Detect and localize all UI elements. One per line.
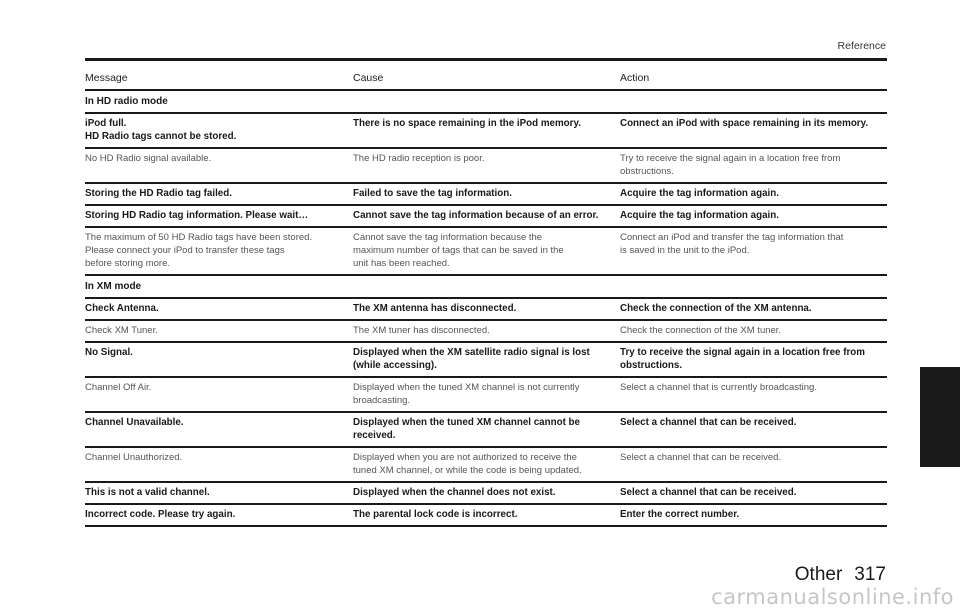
table-header: [85, 68, 887, 91]
action-cell: Select a channel that can be received.: [620, 487, 797, 498]
message-cell: iPod full. HD Radio tags cannot be stored.: [85, 118, 237, 142]
cause-cell: The XM antenna has disconnected.: [353, 303, 517, 314]
action-cell: Check the connection of the XM tuner.: [620, 325, 782, 336]
cause-cell: Displayed when the tuned XM channel cannot be received.: [353, 417, 580, 441]
message-table: [85, 68, 887, 527]
column-header-message: Message: [85, 72, 128, 84]
chapter-tab: [920, 367, 960, 467]
table-row: [85, 483, 887, 505]
column-header-action: Action: [620, 72, 650, 84]
table-row: [85, 321, 887, 343]
message-cell: Incorrect code. Please try again.: [85, 509, 236, 520]
cause-cell: Displayed when the tuned XM channel is not currently broadcasting.: [353, 382, 580, 406]
cause-cell: Displayed when the channel does not exist.: [353, 487, 556, 498]
action-cell: Acquire the tag information again.: [620, 188, 779, 199]
cause-cell: The HD radio reception is poor.: [353, 153, 485, 164]
action-cell: [620, 95, 887, 108]
message-cell: Channel Unavailable.: [85, 417, 184, 428]
table-row: [85, 114, 887, 149]
table-section-heading: [85, 276, 887, 299]
table-row: [85, 448, 887, 483]
watermark: carmanualsonline.info: [711, 585, 954, 609]
table-section-heading: [85, 91, 887, 114]
action-cell: Try to receive the signal again in a location free from obstructions.: [620, 347, 865, 371]
table-row: [85, 206, 887, 228]
message-cell: The maximum of 50 HD Radio tags have been stored. Please connect your iPod to transfer these tags before storing more.: [85, 232, 313, 269]
message-cell: Storing HD Radio tag information. Please wait…: [85, 210, 309, 221]
cause-cell: [353, 95, 620, 108]
table-row: [85, 299, 887, 321]
message-cell: Channel Off Air.: [85, 382, 152, 393]
message-cell: Check XM Tuner.: [85, 325, 158, 336]
cause-cell: [353, 280, 620, 293]
table-row: [85, 343, 887, 378]
message-cell: No HD Radio signal available.: [85, 153, 212, 164]
column-header-cause: Cause: [353, 72, 384, 84]
table-row: [85, 378, 887, 413]
message-cell: Check Antenna.: [85, 303, 159, 314]
cause-cell: Displayed when the XM satellite radio signal is lost (while accessing).: [353, 347, 590, 371]
action-cell: Try to receive the signal again in a location free from obstructions.: [620, 153, 841, 177]
action-cell: Select a channel that can be received.: [620, 417, 797, 428]
table-row: [85, 413, 887, 448]
section-header: Reference: [837, 40, 886, 52]
message-cell: In XM mode: [85, 281, 142, 292]
cause-cell: Displayed when you are not authorized to receive the tuned XM channel, or while the code is being updated.: [353, 452, 582, 476]
table-row: [85, 228, 887, 276]
action-cell: Check the connection of the XM antenna.: [620, 303, 812, 314]
cause-cell: Cannot save the tag information because the maximum number of tags that can be saved in the unit has been reached.: [353, 232, 564, 269]
cause-cell: The XM tuner has disconnected.: [353, 325, 490, 336]
action-cell: Acquire the tag information again.: [620, 210, 779, 221]
cause-cell: The parental lock code is incorrect.: [353, 509, 518, 520]
top-rule: [85, 58, 887, 61]
cause-cell: There is no space remaining in the iPod memory.: [353, 118, 581, 129]
page-footer: [795, 564, 886, 586]
action-cell: Enter the correct number.: [620, 509, 740, 520]
table-row: [85, 149, 887, 184]
cause-cell: Failed to save the tag information.: [353, 188, 512, 199]
table-row: [85, 505, 887, 527]
table-body: [85, 91, 887, 527]
message-cell: In HD radio mode: [85, 96, 168, 107]
chapter-name: Other: [794, 564, 843, 585]
page-number: 317: [854, 564, 886, 585]
cause-cell: Cannot save the tag information because of an error.: [353, 210, 599, 221]
message-cell: This is not a valid channel.: [85, 487, 210, 498]
action-cell: [620, 280, 887, 293]
action-cell: Connect an iPod and transfer the tag information that is saved in the unit to the iPod.: [620, 232, 844, 256]
action-cell: Connect an iPod with space remaining in its memory.: [620, 118, 869, 129]
action-cell: Select a channel that is currently broadcasting.: [620, 382, 817, 393]
message-cell: No Signal.: [85, 347, 133, 358]
action-cell: Select a channel that can be received.: [620, 452, 782, 463]
message-cell: Channel Unauthorized.: [85, 452, 183, 463]
table-row: [85, 184, 887, 206]
message-cell: Storing the HD Radio tag failed.: [85, 188, 232, 199]
